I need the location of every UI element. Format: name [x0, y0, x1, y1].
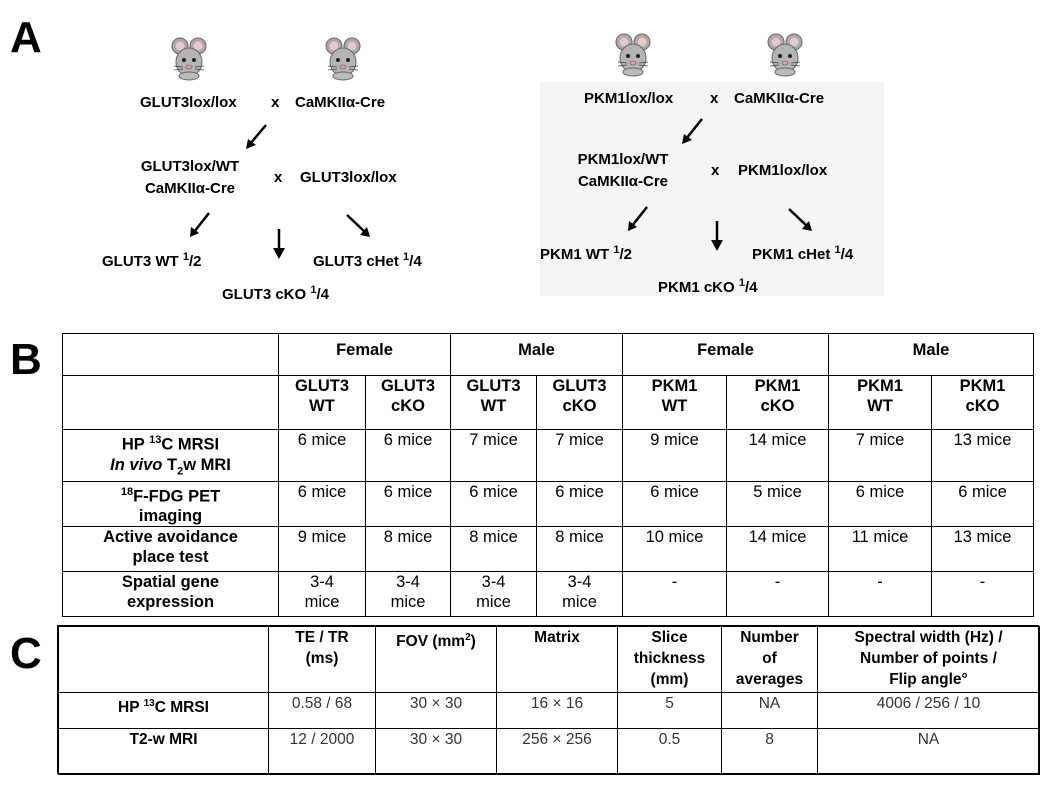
- genotype-header: PKM1 cKO: [932, 376, 1034, 430]
- table-cell: 3-4 mice: [451, 572, 537, 617]
- glut3-parent1: GLUT3lox/lox: [140, 94, 237, 111]
- table-row: [63, 376, 1034, 430]
- table-cell-empty: [59, 627, 269, 693]
- table-cell: 4006 / 256 / 10: [818, 693, 1040, 729]
- glut3-cross-symbol: x: [271, 94, 280, 111]
- table-cell: 6 mice: [366, 481, 451, 527]
- table-row: [63, 481, 1034, 527]
- genotype-header: PKM1 WT: [623, 376, 727, 430]
- glut3-offspring-wt: GLUT3 WT $^1$/2: [102, 251, 202, 270]
- table-cell: 6 mice: [829, 481, 932, 527]
- table-cell: -: [829, 572, 932, 617]
- column-header: Slice thickness (mm): [618, 627, 722, 693]
- table-cell: 12 / 2000: [269, 729, 376, 775]
- table-cell: 13 mice: [932, 430, 1034, 482]
- table-cell: 5: [618, 693, 722, 729]
- pkm1-parent3: PKM1lox/lox: [738, 162, 828, 179]
- table-cell: 3-4 mice: [366, 572, 451, 617]
- pkm1-parent1: PKM1lox/lox: [584, 90, 674, 107]
- pkm1-offspring-wt: PKM1 WT $^1$/2: [540, 244, 632, 263]
- table-cell: 7 mice: [451, 430, 537, 482]
- pkm1-offspring-chet: PKM1 cHet $^1$/4: [752, 244, 854, 263]
- table-cell: 0.5: [618, 729, 722, 775]
- table-row: [59, 729, 1040, 775]
- arrow-down-left-icon: [188, 210, 212, 238]
- table-cell: 6 mice: [451, 481, 537, 527]
- genotype-header: GLUT3 cKO: [366, 376, 451, 430]
- sex-header: Female: [279, 334, 451, 376]
- mouse-icon: [764, 32, 806, 78]
- table-cell: 6 mice: [537, 481, 623, 527]
- pkm1-cross-symbol: x: [710, 90, 719, 107]
- table-row: [59, 627, 1040, 693]
- row-label-t2w: T2-w MRI: [59, 729, 269, 775]
- table-cell: 11 mice: [829, 527, 932, 572]
- pkm1-f1-line2: CaMKIIα-Cre: [577, 173, 669, 190]
- column-header: FOV $(mm^2)$: [376, 627, 497, 693]
- row-label-spatial: Spatial gene expression: [63, 572, 279, 617]
- panel-label-a: A: [10, 13, 42, 62]
- table-row: [59, 693, 1040, 729]
- pkm1-f1-line1: PKM1lox/WT: [577, 151, 669, 168]
- sex-header: Male: [451, 334, 623, 376]
- arrow-down-right-icon: [344, 212, 372, 238]
- table-row: [63, 572, 1034, 617]
- genotype-header: PKM1 cKO: [727, 376, 829, 430]
- table-cell: -: [623, 572, 727, 617]
- column-header: TE / TR (ms): [269, 627, 376, 693]
- glut3-f1-line2: CaMKIIα-Cre: [144, 180, 236, 197]
- table-cell: 6 mice: [623, 481, 727, 527]
- table-cell: 30 × 30: [376, 729, 497, 775]
- row-label-avoidance: Active avoidance place test: [63, 527, 279, 572]
- table-cell: 5 mice: [727, 481, 829, 527]
- table-cell: 7 mice: [537, 430, 623, 482]
- row-label-mrsi: HP $^{13}$C MRSI: [59, 693, 269, 729]
- glut3-f1-genotype: [130, 156, 250, 200]
- pkm1-offspring-cko: PKM1 cKO $^1$/4: [658, 277, 758, 296]
- table-cell: NA: [818, 729, 1040, 775]
- glut3-parent2: CaMKIIα-Cre: [295, 94, 386, 111]
- table-cell: 8 mice: [366, 527, 451, 572]
- arrow-down-left-icon: [626, 204, 650, 232]
- mouse-icon: [612, 32, 654, 78]
- table-cell: -: [727, 572, 829, 617]
- column-header: Spectral width (Hz) / Number of points / Flip angle°: [818, 627, 1040, 693]
- genotype-header: GLUT3 WT: [451, 376, 537, 430]
- table-cell: 30 × 30: [376, 693, 497, 729]
- table-cell: 7 mice: [829, 430, 932, 482]
- table-cell: 3-4 mice: [279, 572, 366, 617]
- arrow-down-right-icon: [786, 206, 814, 232]
- table-cell: 256 × 256: [497, 729, 618, 775]
- table-cell: 6 mice: [932, 481, 1034, 527]
- glut3-offspring-chet: GLUT3 cHet $^1$/4: [313, 251, 422, 270]
- table-row: [63, 527, 1034, 572]
- table-cell: 8 mice: [537, 527, 623, 572]
- table-cell: 6 mice: [279, 430, 366, 482]
- row-label-mrsi: HP $^{13}$C MRSI In vivo $T_2w$ MRI: [63, 430, 279, 482]
- cohort-table: [62, 333, 1034, 617]
- table-cell: 16 × 16: [497, 693, 618, 729]
- table-cell: 10 mice: [623, 527, 727, 572]
- arrow-down-left-icon: [244, 122, 270, 150]
- mouse-icon: [168, 36, 210, 82]
- table-cell-empty: [63, 376, 279, 430]
- table-cell: 14 mice: [727, 430, 829, 482]
- genotype-header: GLUT3 cKO: [537, 376, 623, 430]
- arrow-down-icon: [272, 228, 286, 260]
- table-cell: 8: [722, 729, 818, 775]
- table-cell-empty: [63, 334, 279, 376]
- column-header: Matrix: [497, 627, 618, 693]
- table-cell: 6 mice: [366, 430, 451, 482]
- panel-label-b: B: [10, 335, 42, 384]
- table-cell: -: [932, 572, 1034, 617]
- table-row: [63, 430, 1034, 482]
- panel-label-c: C: [10, 629, 42, 678]
- row-label-pet: $^{18}$F-FDG PET imaging: [63, 481, 279, 527]
- pkm1-cross-symbol-2: x: [711, 162, 720, 179]
- table-cell: 0.58 / 68: [269, 693, 376, 729]
- arrow-down-icon: [710, 220, 724, 252]
- table-cell: 13 mice: [932, 527, 1034, 572]
- table-cell: 3-4 mice: [537, 572, 623, 617]
- column-header: Number of averages: [722, 627, 818, 693]
- table-cell: NA: [722, 693, 818, 729]
- table-cell: 8 mice: [451, 527, 537, 572]
- table-cell: 14 mice: [727, 527, 829, 572]
- mouse-icon: [322, 36, 364, 82]
- table-cell: 9 mice: [623, 430, 727, 482]
- pkm1-parent2: CaMKIIα-Cre: [734, 90, 825, 107]
- table-cell: 9 mice: [279, 527, 366, 572]
- pkm1-f1-genotype: [563, 149, 683, 193]
- sex-header: Male: [829, 334, 1034, 376]
- table-cell: 6 mice: [279, 481, 366, 527]
- glut3-cross-symbol-2: x: [274, 169, 283, 186]
- genotype-header: GLUT3 WT: [279, 376, 366, 430]
- sex-header: Female: [623, 334, 829, 376]
- glut3-offspring-cko: GLUT3 cKO $^1$/4: [222, 284, 329, 303]
- genotype-header: PKM1 WT: [829, 376, 932, 430]
- imaging-parameters-table: [58, 626, 1040, 775]
- table-row: [63, 334, 1034, 376]
- arrow-down-left-icon: [680, 116, 706, 146]
- glut3-f1-line1: GLUT3lox/WT: [140, 158, 240, 175]
- glut3-parent3: GLUT3lox/lox: [300, 169, 397, 186]
